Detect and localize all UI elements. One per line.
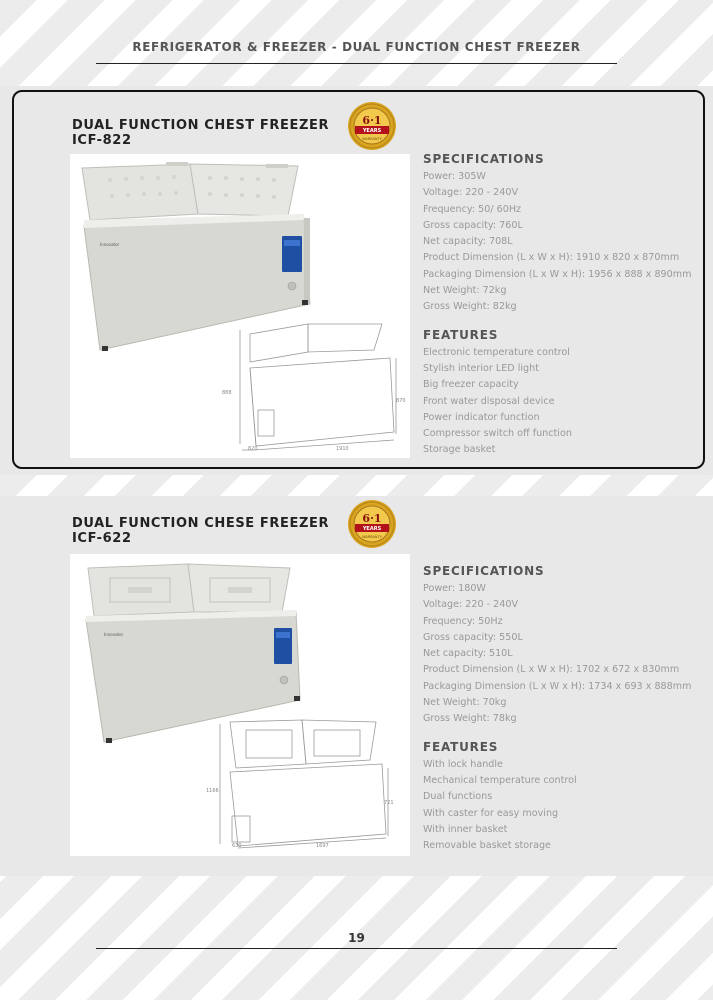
dim-length: 1697 bbox=[316, 843, 329, 849]
specifications-heading: SPECIFICATIONS bbox=[423, 152, 545, 166]
dimension-line-drawing bbox=[220, 720, 388, 848]
freezer-photo-illustration bbox=[70, 154, 410, 458]
footer-divider bbox=[96, 948, 617, 949]
warranty-badge-icon bbox=[346, 498, 398, 550]
spec-line: Gross Weight: 78kg bbox=[423, 713, 517, 725]
badge-big-text: 6·1 bbox=[362, 114, 382, 127]
dim-depth: 630 bbox=[232, 843, 242, 849]
product-images-icf-822 bbox=[70, 154, 410, 458]
feature-line: With lock handle bbox=[423, 758, 503, 770]
features-heading: FEATURES bbox=[423, 327, 499, 342]
spec-line: Gross capacity: 760L bbox=[423, 219, 523, 231]
dim-height-right: 721 bbox=[384, 800, 394, 806]
feature-line: With inner basket bbox=[423, 823, 508, 835]
badge-years-text: YEARS bbox=[362, 128, 382, 134]
specifications-heading: SPECIFICATIONS bbox=[423, 564, 545, 578]
feature-line: Power indicator function bbox=[423, 411, 540, 423]
dim-height-left: 888 bbox=[222, 390, 232, 396]
feature-line: Compressor switch off function bbox=[423, 428, 572, 440]
badge-warranty-text: WARRANTY bbox=[362, 535, 382, 539]
dim-height-right: 870 bbox=[396, 398, 406, 404]
spec-line: Product Dimension (L x W x H): 1910 x 820 x 870mm bbox=[423, 252, 680, 264]
spec-line: Product Dimension (L x W x H): 1702 x 672 x 830mm bbox=[423, 664, 680, 676]
page-number: 19 bbox=[348, 931, 365, 945]
badge-years-text: YEARS bbox=[362, 526, 382, 532]
spec-line: Net capacity: 510L bbox=[423, 648, 513, 660]
feature-line: Electronic temperature control bbox=[423, 346, 570, 358]
spec-line: Net capacity: 708L bbox=[423, 236, 513, 248]
badge-big-text: 6·1 bbox=[362, 512, 382, 525]
lid-handle-right bbox=[266, 164, 288, 168]
spec-line: Frequency: 50/ 60Hz bbox=[423, 203, 522, 215]
spec-line: Net Weight: 70kg bbox=[423, 697, 507, 709]
spec-line: Packaging Dimension (L x W x H): 1956 x 888 x 890mm bbox=[423, 268, 692, 280]
product-title-icf-622 bbox=[72, 516, 329, 546]
specs-column-icf-622 bbox=[423, 564, 708, 854]
product-title-icf-822 bbox=[72, 118, 329, 148]
product-model: ICF-822 bbox=[72, 133, 132, 148]
page-header bbox=[96, 40, 617, 54]
right-lid bbox=[190, 164, 298, 216]
dim-length: 1910 bbox=[336, 446, 349, 452]
spec-line: Power: 305W bbox=[423, 171, 486, 182]
lid-handle-left bbox=[166, 162, 188, 166]
product-model: ICF-622 bbox=[72, 531, 132, 546]
dimension-line-drawing bbox=[240, 324, 396, 450]
page-title: REFRIGERATOR & FREEZER - DUAL FUNCTION CHEST FREEZER bbox=[132, 40, 581, 54]
feature-line: Removable basket storage bbox=[423, 840, 551, 852]
spec-line: Voltage: 220 - 240V bbox=[423, 599, 519, 611]
photo-brand-text: Innovator bbox=[104, 632, 124, 637]
spec-line: Power: 180W bbox=[423, 583, 486, 594]
header-divider bbox=[96, 63, 617, 64]
dim-height-left: 1166 bbox=[206, 788, 219, 794]
temperature-knob bbox=[280, 676, 288, 684]
spec-line: Net Weight: 72kg bbox=[423, 285, 507, 297]
feature-line: Big freezer capacity bbox=[423, 379, 519, 391]
spec-line: Gross Weight: 82kg bbox=[423, 301, 517, 313]
photo-brand-text: Innovator bbox=[100, 242, 120, 247]
badge-warranty-text: WARRANTY bbox=[362, 137, 382, 141]
spec-line: Gross capacity: 550L bbox=[423, 631, 523, 643]
features-heading: FEATURES bbox=[423, 739, 499, 754]
feature-line: With caster for easy moving bbox=[423, 807, 559, 819]
feature-line: Dual functions bbox=[423, 791, 493, 803]
product-images-icf-622 bbox=[70, 554, 410, 856]
left-lid bbox=[82, 164, 198, 220]
temperature-knob bbox=[288, 282, 296, 290]
feature-line: Storage basket bbox=[423, 444, 496, 456]
specs-column-icf-822 bbox=[423, 152, 708, 459]
dim-depth: 820 bbox=[248, 446, 258, 452]
freezer-photo-illustration bbox=[70, 554, 410, 856]
feature-line: Front water disposal device bbox=[423, 395, 555, 407]
freezer-body bbox=[84, 218, 310, 350]
feature-line: Mechanical temperature control bbox=[423, 774, 577, 786]
product-name: DUAL FUNCTION CHESE FREEZER bbox=[72, 516, 330, 531]
spec-line: Voltage: 220 - 240V bbox=[423, 187, 519, 199]
feature-line: Stylish interior LED light bbox=[423, 362, 539, 374]
warranty-badge-icon bbox=[346, 100, 398, 152]
spec-line: Frequency: 50Hz bbox=[423, 615, 503, 627]
spec-line: Packaging Dimension (L x W x H): 1734 x 693 x 888mm bbox=[423, 680, 692, 692]
product-name: DUAL FUNCTION CHEST FREEZER bbox=[72, 118, 330, 133]
